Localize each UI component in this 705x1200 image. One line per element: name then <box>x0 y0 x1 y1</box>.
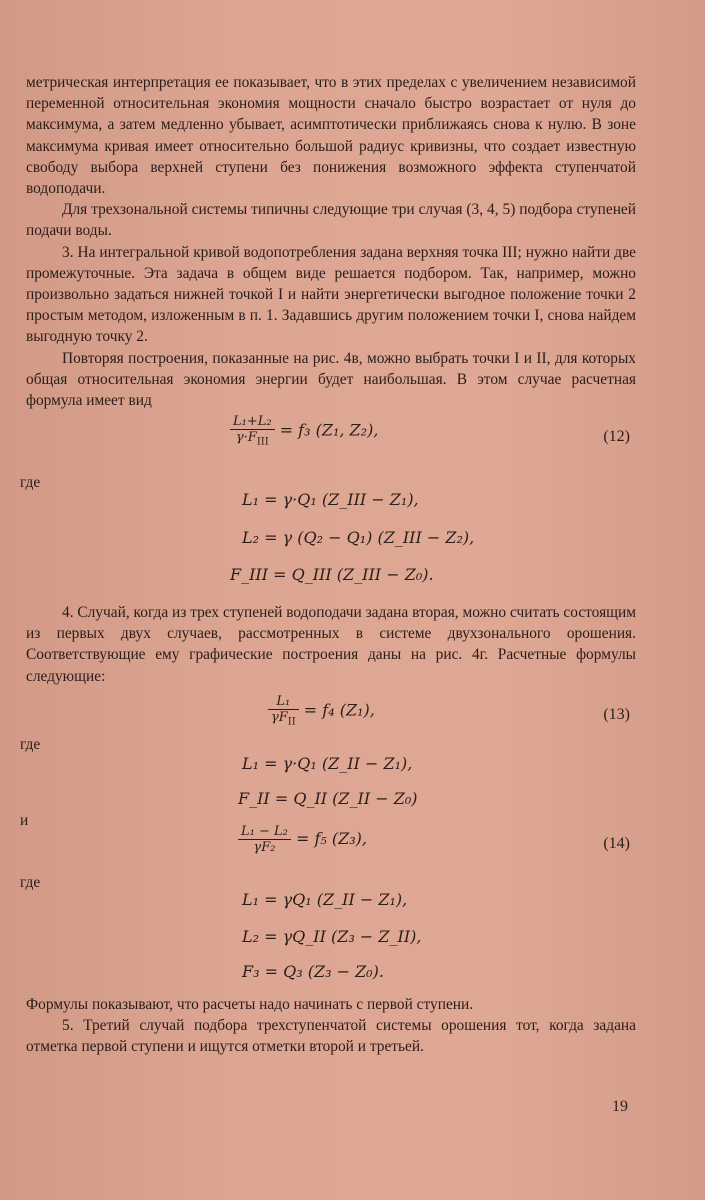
paragraph-case-3: 3. На интегральной кривой водопотребления задана верхняя точка III; нужно найти две промежуточные. Эта задача в общем виде решается подбором. Так, например, можно произвольно задаться нижней точкой I и найти энергетически выгодное положение точки 2 простым методом, изложенным в п. 1. Задавшись другим положением точки I, снова найдем выгодную точку 2. <box>26 243 636 346</box>
paragraph-case-5: 5. Третий случай подбора трехступенчатой системы орошения тот, когда задана отметка первой ступени и ищутся отметки второй и третьей. <box>26 1017 636 1056</box>
equation-12-block <box>20 410 640 590</box>
paragraph-repeat: Повторяя построения, показанные на рис. 4в, можно выбрать точки I и II, для которых общая относительная экономия энергии будет наибольшая. В этом случае расчетная формула имеет вид <box>26 349 636 410</box>
text-block-middle <box>26 602 636 687</box>
formula-14c: F₃ = Q₃ (Z₃ − Z₀). <box>242 962 384 981</box>
formula-13: $\frac{\text{L₁}}{\gamma F_{II}}$ = f₄ (Z₁), <box>268 694 375 728</box>
formula-12b: L₂ = γ (Q₂ − Q₁) (Z_III − Z₂), <box>242 528 475 547</box>
formula-13b: F_II = Q_II (Z_II − Z₀) <box>238 789 418 808</box>
formula-13a: L₁ = γ·Q₁ (Z_II − Z₁), <box>242 754 413 773</box>
equation-13-14-block <box>20 690 640 990</box>
formula-14b: L₂ = γQ_II (Z₃ − Z_II), <box>242 927 422 946</box>
formula-14a: L₁ = γQ₁ (Z_II − Z₁), <box>242 890 408 909</box>
paragraph-conclusion: Формулы показывают, что расчеты надо начинать с первой ступени. <box>26 996 474 1013</box>
label-where-1: где <box>20 474 41 491</box>
label-where-3: где <box>20 874 41 891</box>
label-where-2: где <box>20 736 41 753</box>
page-number: 19 <box>612 1098 628 1115</box>
formula-14: $\frac{\text{L₁ − L₂}}{\text{γF₂}}$ = f₅ (Z₃), <box>238 824 367 855</box>
paragraph-case-4: 4. Случай, когда из трех ступеней водоподачи задана вторая, можно считать состоящим из первых двух случаев, рассмотренных в системе двухзонального орошения. Соответствующие ему графические построения даны на рис. 4г. Расчетные формулы следующие: <box>26 604 636 685</box>
paragraph-intro: метрическая интерпретация ее показывает, что в этих пределах с увеличением независимой переменной относительная экономия мощности сначало быстро возрастает от нуля до максимума, а затем медленно убывает, асимптотически приближаясь снова к нулю. В зоне максимума кривая имеет относительно большой радиус кривизны, что создает известную свободу выбора верхней ступени без понижения возможного эффекта ступенчатой водоподачи. <box>26 74 636 198</box>
text-block-bottom <box>26 994 636 1058</box>
label-and: и <box>20 812 29 829</box>
equation-number-14: (14) <box>603 835 630 852</box>
formula-12a: L₁ = γ·Q₁ (Z_III − Z₁), <box>242 490 419 509</box>
text-block-top <box>26 72 636 411</box>
formula-12c: F_III = Q_III (Z_III − Z₀). <box>230 565 434 584</box>
paragraph-three-cases: Для трехзональной системы типичны следующие три случая (3, 4, 5) подбора ступеней подачи воды. <box>26 201 636 240</box>
equation-number-12: (12) <box>603 428 630 445</box>
formula-12: $\frac{\text{L₁+L₂}}{\gamma\cdot F_{III}}$ = f₃ (Z₁, Z₂), <box>230 414 378 448</box>
equation-number-13: (13) <box>603 706 630 723</box>
